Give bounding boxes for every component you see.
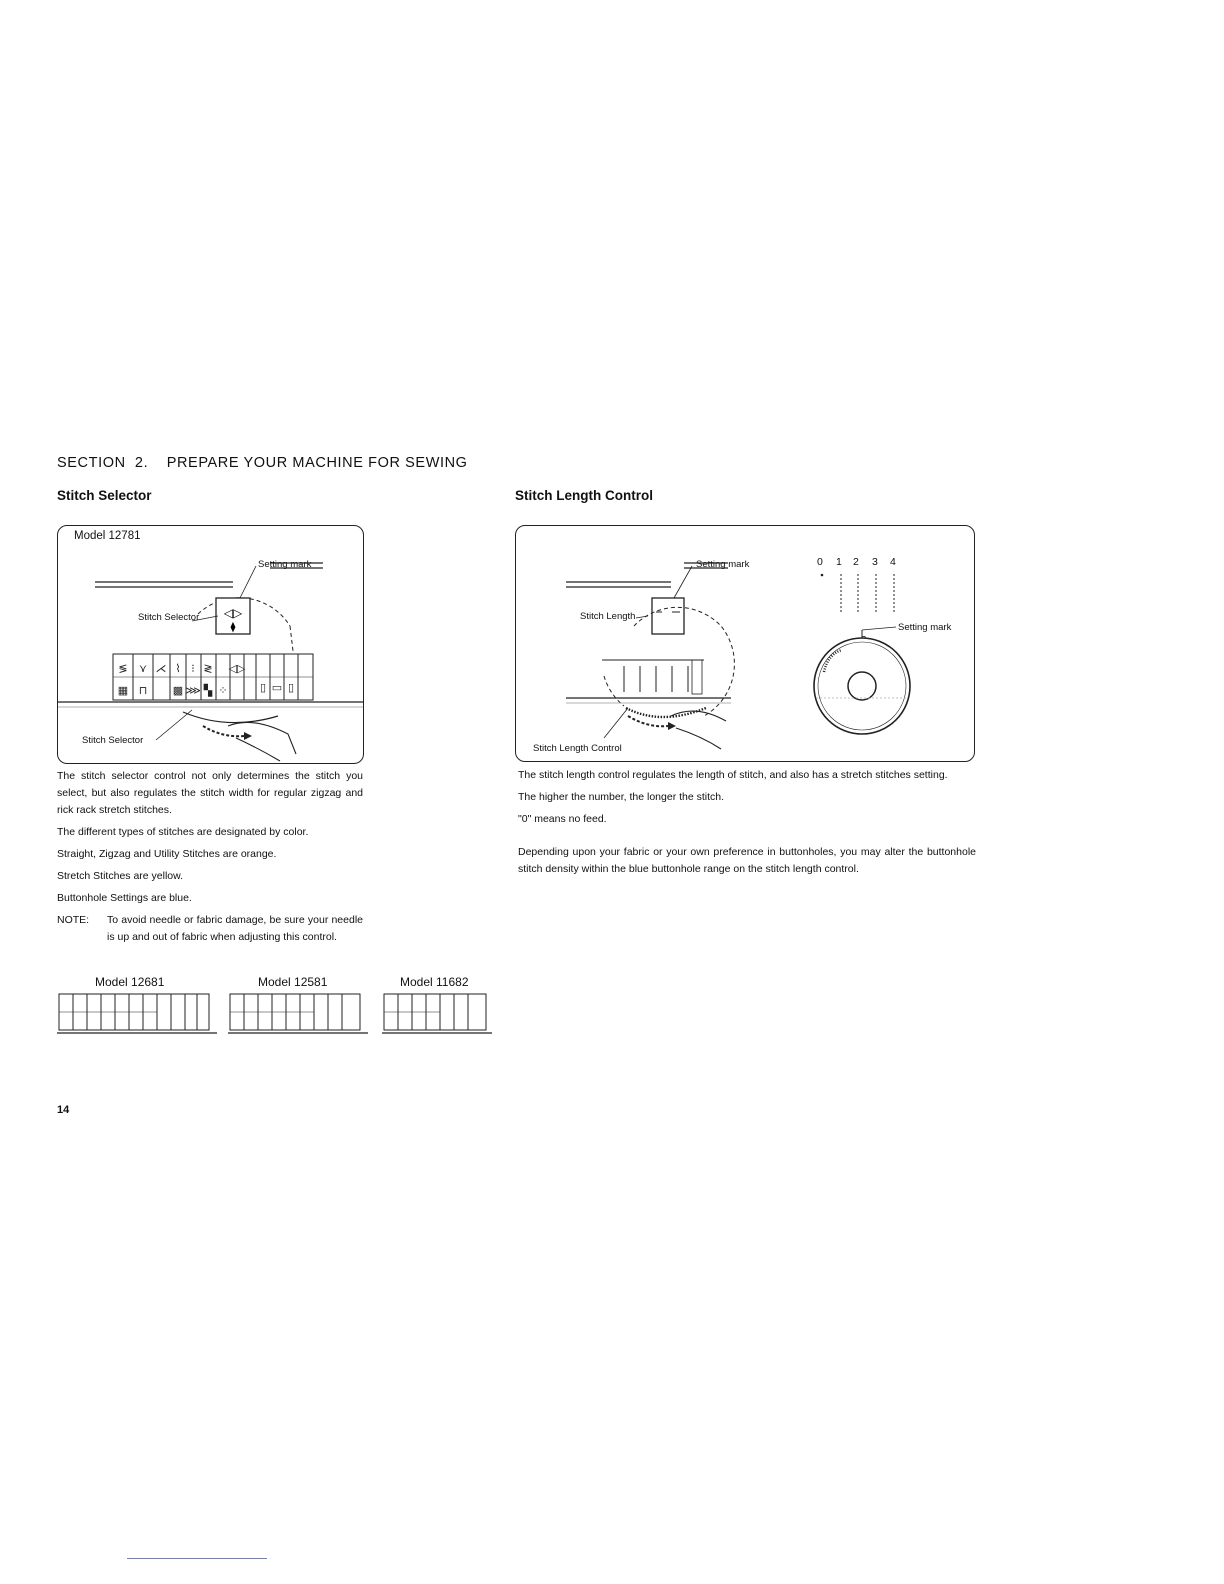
- stitch-length-heading: Stitch Length Control: [515, 488, 653, 503]
- svg-text:≶: ≶: [118, 663, 128, 675]
- stitch-length-figure: [515, 525, 975, 762]
- model-label-11682: Model 11682: [400, 975, 469, 989]
- svg-text:⋙: ⋙: [185, 685, 201, 697]
- svg-text:▯: ▯: [287, 682, 295, 694]
- scale-number: 0: [817, 556, 823, 568]
- length-paragraph: The stitch length control regulates the length of stitch, and also has a stretch stitches setting.: [518, 769, 948, 781]
- svg-text:◁▷: ◁▷: [228, 663, 246, 675]
- page-number: 14: [57, 1104, 70, 1116]
- length-paragraph: Depending upon your fabric or your own preference in buttonholes, you may alter the buttonhole stitch density within the blue buttonhole range on the stitch length control.: [518, 846, 976, 875]
- stitch-selector-figure: [57, 525, 364, 764]
- svg-text:⁝: ⁝: [191, 663, 195, 675]
- svg-text:▩: ▩: [172, 685, 184, 697]
- model-12681-stitch-strip: [57, 992, 217, 1036]
- svg-text:⧫: ⧫: [230, 622, 236, 633]
- model-label-12581: Model 12581: [258, 975, 328, 989]
- svg-text:▦: ▦: [117, 685, 129, 697]
- model-12581-stitch-strip: [228, 992, 368, 1036]
- svg-text:⋌: ⋌: [155, 663, 167, 675]
- svg-text:⋎: ⋎: [138, 663, 148, 675]
- scale-number: 4: [890, 556, 896, 568]
- selector-paragraph: Straight, Zigzag and Utility Stitches are orange.: [57, 848, 277, 860]
- selector-paragraph: The different types of stitches are designated by color.: [57, 826, 309, 838]
- scale-number: 3: [872, 556, 878, 568]
- length-paragraph: "0" means no feed.: [518, 813, 607, 825]
- section-title: SECTION 2. PREPARE YOUR MACHINE FOR SEWING: [57, 455, 468, 471]
- model-11682-stitch-strip: [382, 992, 492, 1036]
- stitch-length-control-label: Stitch Length Control: [533, 743, 622, 754]
- stitch-selector-bottom-label: Stitch Selector: [82, 735, 144, 746]
- stitch-length-text: [518, 767, 976, 878]
- figure-model-label: Model 12781: [74, 530, 141, 542]
- selector-paragraph: Buttonhole Settings are blue.: [57, 892, 192, 904]
- svg-text:⊓: ⊓: [138, 685, 148, 697]
- setting-mark-label: Setting mark: [696, 559, 750, 570]
- selector-paragraph: Stretch Stitches are yellow.: [57, 870, 184, 882]
- svg-text:▯: ▯: [259, 682, 267, 694]
- selector-paragraph: The stitch selector control not only determines the stitch you select, but also regulates the stitch width for regular zigzag and rick rack stretch stitches.: [57, 770, 363, 816]
- dial-setting-mark-label: Setting mark: [898, 622, 952, 633]
- scale-number: 1: [836, 556, 842, 568]
- svg-text:▭: ▭: [271, 682, 283, 694]
- svg-text:≷: ≷: [203, 663, 213, 675]
- note-key: NOTE:: [57, 914, 90, 926]
- stitch-length-illustration: [516, 526, 974, 761]
- bottom-rule: [127, 1558, 267, 1559]
- scale-number: 2: [853, 556, 859, 568]
- stitch-selector-text: [57, 768, 363, 946]
- svg-text:⁘: ⁘: [218, 685, 228, 697]
- stitch-length-label: Stitch Length: [580, 611, 636, 622]
- stitch-selector-label: Stitch Selector: [138, 612, 200, 623]
- svg-text:▚: ▚: [203, 685, 213, 697]
- note-block: [57, 912, 363, 946]
- note-text: To avoid needle or fabric damage, be sure your needle is up and out of fabric when adjusting this control.: [107, 914, 363, 943]
- model-label-12681: Model 12681: [95, 975, 165, 989]
- svg-text:⌇: ⌇: [175, 663, 181, 675]
- length-paragraph: The higher the number, the longer the stitch.: [518, 791, 725, 803]
- stitch-selector-heading: Stitch Selector: [57, 488, 152, 503]
- setting-mark-label: Setting mark: [258, 559, 312, 570]
- svg-text:◁▷: ◁▷: [223, 606, 243, 620]
- stitch-selector-illustration: [58, 526, 363, 763]
